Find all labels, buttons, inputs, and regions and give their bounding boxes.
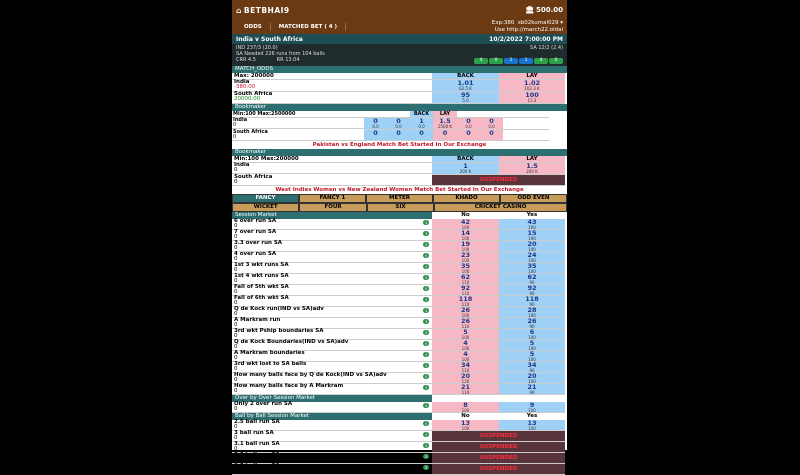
session-row-name: 1st 3 wkt runs SA 0 i xyxy=(232,263,432,274)
info-icon[interactable]: i xyxy=(423,454,429,459)
yes-odds-cell[interactable]: 34 90 xyxy=(499,362,565,373)
match-odds-max: Max: 200000 xyxy=(232,73,432,80)
bookmaker-minmax: Min:100 Max:2500000 xyxy=(232,111,364,118)
ball: 1 xyxy=(519,58,533,64)
odds-cell[interactable]: 0 0.0 xyxy=(457,118,480,130)
session-name: 7 over run SA xyxy=(234,229,277,235)
odds-cell[interactable]: 0 xyxy=(364,130,387,141)
no-odds-cell[interactable]: 14 100 xyxy=(432,230,499,241)
session-row-name: A Markram boundaries 0 i xyxy=(232,351,432,362)
url-note: Use http://march22.oldai xyxy=(494,27,563,33)
yes-odds-cell[interactable]: 13 100 xyxy=(499,420,565,431)
session-row-name: 4 over run SA 0 i xyxy=(232,252,432,263)
match-title-bar xyxy=(232,34,567,44)
session-name: How many balls face by A Markram xyxy=(234,383,344,389)
rr: RR 13.04 xyxy=(276,57,300,63)
runner-south-africa: South Africa 0 xyxy=(232,175,432,186)
home-icon: ⌂ xyxy=(236,5,242,15)
tab-four[interactable]: FOUR xyxy=(299,203,366,212)
tab-wicket[interactable]: WICKET xyxy=(232,203,299,212)
no-label: No xyxy=(432,212,499,219)
ball: 1 xyxy=(504,58,518,64)
info-icon[interactable]: i xyxy=(423,374,429,379)
tab-fancy-1[interactable]: FANCY 1 xyxy=(299,194,366,203)
odds-cell[interactable]: 0 0.0 xyxy=(364,118,387,130)
score-line-1-right: SA 12/2 (2.4) xyxy=(530,45,563,51)
info-icon[interactable]: i xyxy=(423,264,429,269)
odds-cell[interactable]: 0 xyxy=(410,130,433,141)
yes-odds-cell[interactable]: 118 90 xyxy=(499,296,565,307)
yes-odds-cell[interactable]: 9 100 xyxy=(499,402,565,413)
session-row-name: 3rd wkt Pship boundaries SA 0 i xyxy=(232,329,432,340)
runner-india: India 0 xyxy=(232,118,364,129)
tab-odd-even[interactable]: ODD EVEN xyxy=(500,194,567,203)
match-title: India v South Africa xyxy=(236,35,303,43)
tab-matched-bet[interactable]: MATCHED BET ( 4 ) xyxy=(271,23,346,31)
no-odds-cell[interactable]: 118 110 xyxy=(432,296,499,307)
yes-odds-cell[interactable]: 43 100 xyxy=(499,219,565,230)
session-name: 4 over run SA xyxy=(234,251,277,257)
yes-odds-cell[interactable]: 6 100 xyxy=(499,329,565,340)
session-row-name: 2.5 ball run SA 0 i xyxy=(232,420,432,431)
no-odds-cell[interactable]: 20 120 xyxy=(432,373,499,384)
no-label: No xyxy=(432,413,499,420)
yes-odds-cell[interactable]: 5 100 xyxy=(499,340,565,351)
tab-six[interactable]: SIX xyxy=(367,203,434,212)
lay-odds-sa[interactable]: 100 15.3 xyxy=(499,92,565,104)
match-datetime: 10/2/2022 7:00:00 PM xyxy=(489,35,563,43)
yes-label: Yes xyxy=(499,212,565,219)
bookmaker-2-minmax: Min:100 Max:200000 xyxy=(232,156,432,163)
yes-odds-cell[interactable]: 20 100 xyxy=(499,241,565,252)
odds-cell[interactable]: 1 0.0 xyxy=(410,118,433,130)
session-row-name: Fall of 5th wkt SA 0 i xyxy=(232,285,432,296)
no-odds-cell[interactable]: 34 110 xyxy=(432,362,499,373)
session-row-name: 3.3 ball run SA 0 i xyxy=(232,464,432,475)
runner-india: India 0 xyxy=(232,163,432,174)
info-icon[interactable]: i xyxy=(423,421,429,426)
ball: 4 xyxy=(474,58,488,64)
odds-cell[interactable]: 0 0.0 xyxy=(480,118,503,130)
session-name: 3.3 over run SA xyxy=(234,240,283,246)
back-label: BACK xyxy=(432,73,499,80)
odds-cell[interactable]: 0 xyxy=(480,130,503,141)
session-name: How many balls face by Q de Kock(IND vs SA)adv xyxy=(234,372,387,378)
no-odds-cell[interactable]: 92 110 xyxy=(432,285,499,296)
session-name: Fall of 6th wkt SA xyxy=(234,295,289,301)
yes-odds-cell[interactable]: 15 100 xyxy=(499,230,565,241)
tab-odds[interactable]: ODDS xyxy=(236,23,271,31)
session-market-grid xyxy=(232,212,567,395)
lay-label: LAY xyxy=(499,73,565,80)
session-row-name: 1st 4 wkt runs SA 0 i xyxy=(232,274,432,285)
tab-khado[interactable]: KHADO xyxy=(433,194,500,203)
session-name: 3.1 ball run SA xyxy=(234,441,280,447)
suspended-overlay: SUSPENDED xyxy=(432,442,565,453)
news-ticker-1: Pakistan vs England Match Bet Started In Our Exchange xyxy=(312,142,487,148)
session-row-name: Q de Kock Boundaries(IND vs SA)adv 0 i xyxy=(232,340,432,351)
session-name: 6 over run SA xyxy=(234,218,277,224)
odds-cell[interactable]: 1.5 2500 K xyxy=(433,118,457,130)
lay-odds-india[interactable]: 1.5 200 K xyxy=(499,163,565,175)
no-odds-cell[interactable]: 21 110 xyxy=(432,384,499,395)
info-icon[interactable]: i xyxy=(423,341,429,346)
session-row-name: Fall of 6th wkt SA 0 i xyxy=(232,296,432,307)
sub-header: ODDS MATCHED BET ( 4 ) Exp:380 sb02kumal029 ▾ Use http://march22.oldai xyxy=(232,20,567,34)
yes-odds-cell[interactable]: 21 90 xyxy=(499,384,565,395)
lay-label: LAY xyxy=(499,156,565,163)
market-tabs-1 xyxy=(232,194,567,203)
session-row-name: How many balls face by A Markram 0 i xyxy=(232,384,432,395)
session-name: 3.2 ball run SA xyxy=(234,452,280,458)
info-icon[interactable]: i xyxy=(423,308,429,313)
runner-south-africa: South Africa 0 xyxy=(232,130,364,141)
no-odds-cell[interactable]: 19 100 xyxy=(432,241,499,252)
runner-south-africa: South Africa 20000.00 xyxy=(232,92,432,104)
no-odds-cell[interactable]: 4 100 xyxy=(432,351,499,362)
yes-odds-cell[interactable]: 35 100 xyxy=(499,263,565,274)
session-row-name: How many balls face by Q de Kock(IND vs SA)adv 0 i xyxy=(232,373,432,384)
over-session-title: Over by Over Session Market xyxy=(232,395,432,402)
session-name: 1st 4 wkt runs SA xyxy=(234,273,289,279)
session-row-name: Q de Kock run(IND vs SA)adv 0 i xyxy=(232,307,432,318)
yes-odds-cell[interactable]: 28 100 xyxy=(499,307,565,318)
crr: CRR 4.5 xyxy=(236,57,256,63)
user-menu[interactable]: sb02kumal029 xyxy=(517,20,559,26)
odds-cell[interactable]: 0 xyxy=(457,130,480,141)
suspended-overlay: SUSPENDED xyxy=(432,464,565,475)
info-icon[interactable]: i xyxy=(423,363,429,368)
over-session-grid xyxy=(232,395,567,413)
session-name: Q de Kock Boundaries(IND vs SA)adv xyxy=(234,339,349,345)
info-icon[interactable]: i xyxy=(423,275,429,280)
yes-odds-cell[interactable]: 62 90 xyxy=(499,274,565,285)
tab-fancy[interactable]: FANCY xyxy=(232,194,299,203)
no-odds-cell[interactable]: 26 100 xyxy=(432,307,499,318)
match-odds-grid xyxy=(232,73,567,104)
recent-balls xyxy=(474,58,563,64)
session-name: Q de Kock run(IND vs SA)adv xyxy=(234,306,324,312)
suspended-overlay: SUSPENDED xyxy=(432,453,565,464)
bookmaker-2-grid xyxy=(232,156,567,186)
no-odds-cell[interactable]: 13 100 xyxy=(432,420,499,431)
bank-icon: 🏛 xyxy=(525,6,534,14)
session-market-title: Session Market xyxy=(232,212,432,219)
session-name: 3.3 ball run SA xyxy=(234,463,280,469)
info-icon[interactable]: i xyxy=(423,220,429,225)
session-row-name: 3.2 ball run SA 0 i xyxy=(232,453,432,464)
news-ticker-2: West Indies Women vs New Zealand Women Match Bet Started In Our Exchange xyxy=(275,187,524,193)
odds-cell[interactable]: 0 xyxy=(433,130,457,141)
app-window xyxy=(232,0,567,474)
info-icon[interactable]: i xyxy=(423,297,429,302)
bookmaker-2-header: Bookmaker xyxy=(232,149,567,156)
yes-odds-cell[interactable]: 20 100 xyxy=(499,373,565,384)
info-icon[interactable]: i xyxy=(423,443,429,448)
no-odds-cell[interactable]: 5 100 xyxy=(432,329,499,340)
match-odds-header: MATCH_ODDS xyxy=(232,66,567,73)
info-icon[interactable]: i xyxy=(423,242,429,247)
session-row-name: 6 over run SA 0 i xyxy=(232,219,432,230)
exposure[interactable]: Exp:380 xyxy=(491,20,515,26)
bookmaker-grid xyxy=(232,111,567,141)
ball-session-grid xyxy=(232,413,567,475)
yes-label: Yes xyxy=(499,413,565,420)
tab-cricket-casino[interactable]: CRICKET CASINO xyxy=(434,203,567,212)
no-odds-cell[interactable]: 62 110 xyxy=(432,274,499,285)
session-row-name: 3.3 over run SA 0 i xyxy=(232,241,432,252)
ball-session-title: Ball by Ball Session Market xyxy=(232,413,432,420)
session-name: A Markram boundaries xyxy=(234,350,305,356)
session-name: 3rd wkt Pship boundaries SA xyxy=(234,328,324,334)
ball: 4 xyxy=(534,58,548,64)
suspended-overlay: SUSPENDED xyxy=(432,431,565,442)
no-odds-cell[interactable]: 35 100 xyxy=(432,263,499,274)
back-label: BACK xyxy=(432,156,499,163)
session-name: 3 ball run SA xyxy=(234,430,274,436)
score-line-1: IND 237/3 (20.0) xyxy=(236,45,278,51)
info-icon[interactable]: i xyxy=(423,403,429,408)
session-row-name: 7 over run SA 0 i xyxy=(232,230,432,241)
session-name: 2.5 ball run SA xyxy=(234,419,280,425)
info-icon[interactable]: i xyxy=(423,385,429,390)
runner-india: India -380.00 xyxy=(232,80,432,92)
info-icon[interactable]: i xyxy=(423,330,429,335)
bookmaker-header: Bookmaker xyxy=(232,104,567,111)
info-icon[interactable]: i xyxy=(423,231,429,236)
session-row-name: Only 2 over run SA 0 i xyxy=(232,402,432,413)
yes-odds-cell[interactable]: 24 100 xyxy=(499,252,565,263)
odds-cell[interactable]: 0 xyxy=(387,130,410,141)
lay-label: LAY xyxy=(433,111,457,118)
top-header xyxy=(232,0,567,20)
info-icon[interactable]: i xyxy=(423,352,429,357)
back-odds-india[interactable]: 1 200 K xyxy=(432,163,499,175)
tab-meter[interactable]: METER xyxy=(366,194,433,203)
lay-odds-india[interactable]: 1.02 102.3 K xyxy=(499,80,565,92)
info-icon[interactable]: i xyxy=(423,432,429,437)
info-icon[interactable]: i xyxy=(423,253,429,258)
market-tabs-2 xyxy=(232,203,567,212)
session-row-name: 3 ball run SA 0 i xyxy=(232,431,432,442)
session-name: A Markram run xyxy=(234,317,281,323)
session-row-name: 3rd wkt lost to SA balls 0 i xyxy=(232,362,432,373)
session-row-name: 3.1 ball run SA 0 i xyxy=(232,442,432,453)
balance: 🏛 500.00 xyxy=(525,6,563,14)
ball: 0 xyxy=(549,58,563,64)
session-name: 1st 3 wkt runs SA xyxy=(234,262,289,268)
session-name: 3rd wkt lost to SA balls xyxy=(234,361,307,367)
scoreboard xyxy=(232,44,567,66)
back-label: BACK xyxy=(410,111,433,118)
session-row-name: A Markram run 0 i xyxy=(232,318,432,329)
suspended-overlay: SUSPENDED xyxy=(432,175,565,186)
back-odds-india[interactable]: 1.01 62.5 K xyxy=(432,80,499,92)
yes-odds-cell[interactable]: 5 100 xyxy=(499,351,565,362)
score-line-2: SA Needed 226 runs from 104 balls xyxy=(236,51,325,57)
no-odds-cell[interactable]: 42 100 xyxy=(432,219,499,230)
no-odds-cell[interactable]: 26 110 xyxy=(432,318,499,329)
no-odds-cell[interactable]: 8 100 xyxy=(432,402,499,413)
yes-odds-cell[interactable]: 92 90 xyxy=(499,285,565,296)
no-odds-cell[interactable]: 23 100 xyxy=(432,252,499,263)
no-odds-cell[interactable]: 4 100 xyxy=(432,340,499,351)
session-name: Fall of 5th wkt SA xyxy=(234,284,289,290)
odds-cell[interactable]: 0 0.0 xyxy=(387,118,410,130)
info-icon[interactable]: i xyxy=(423,465,429,470)
logo[interactable]: ⌂ BETBHAI9 xyxy=(236,5,290,15)
info-icon[interactable]: i xyxy=(423,319,429,324)
ball: 0 xyxy=(489,58,503,64)
yes-odds-cell[interactable]: 26 90 xyxy=(499,318,565,329)
info-icon[interactable]: i xyxy=(423,286,429,291)
back-odds-sa[interactable]: 95 5.0 xyxy=(432,92,499,104)
session-name: Only 2 over run SA xyxy=(234,401,293,407)
